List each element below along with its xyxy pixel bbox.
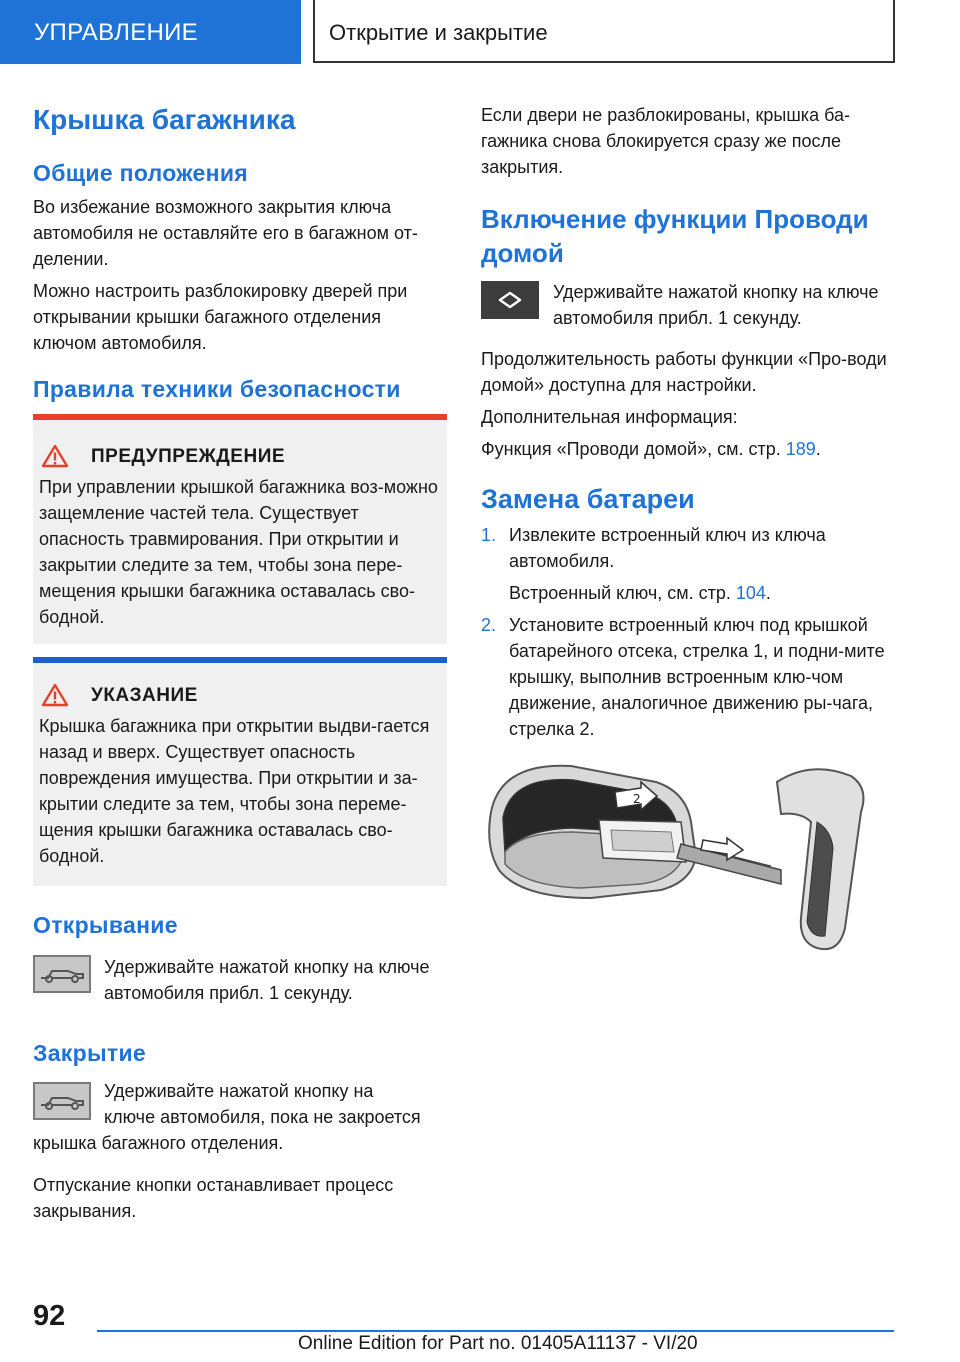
follow-me-paragraph-2: Продолжительность работы функции «Про-води домой» доступна для настройки. [481,349,887,395]
footer-edition: Online Edition for Part no. 01405A11137 - VI/20 [298,1333,698,1354]
notice-title: УКАЗАНИЕ [91,685,198,706]
follow-me-text: Удерживайте нажатой кнопку на ключе автомобиля прибл. 1 секунду. [553,282,879,328]
page-link-104[interactable]: 104 [735,583,766,603]
general-paragraph-1: Во избежание возможного закрытия ключа автомобиля не оставляйте его в багажном от-делении. [33,197,418,269]
page-link-189[interactable]: 189 [785,439,816,459]
opening-heading: Открывание [33,912,178,938]
warning-triangle-icon [41,444,69,473]
safety-heading: Правила техники безопасности [33,376,401,402]
closing-text-line-1: Удерживайте нажатой кнопку на [104,1081,374,1101]
step-1-subtext: Встроенный ключ, см. стр. 104. [509,583,771,603]
warning-text: При управлении крышкой багажника воз-можно защемление частей тела. Существует опасность травмирования. При открытии и закрытии следите за тем, чтобы зона пере-мещения крышки багажника оставалась сво-бодной. [39,477,438,627]
chapter-tab [313,0,895,63]
closing-paragraph-2: Отпускание кнопки останавливает процесс закрывания. [33,1175,394,1221]
notice-bar [33,657,447,663]
step-1-text: Извлеките встроенный ключ из ключа автомобиля. [509,525,826,571]
page-title: Крышка багажника [33,104,296,135]
page-number: 92 [33,1300,66,1332]
follow-me-paragraph-3: Дополнительная информация: [481,407,738,427]
footer-rule [97,1330,894,1332]
general-heading: Общие положения [33,160,248,186]
notice-box [33,657,447,886]
section-title: УПРАВЛЕНИЕ [34,19,198,46]
follow-me-button-icon [481,281,539,319]
follow-me-paragraph-4: Функция «Проводи домой», см. стр. 189. [481,439,821,459]
key-fob-illustration [481,752,881,972]
general-paragraph-2: Можно настроить разблокировку дверей при открывании крышки багажного отделения ключом автомобиля. [33,281,408,353]
closing-heading: Закрытие [33,1040,146,1066]
battery-heading: Замена батареи [481,484,695,514]
intro-paragraph: Если двери не разблокированы, крышка ба-гажника снова блокируется сразу же после закрытия. [481,105,850,177]
step-1-number: 1. [481,525,497,545]
header-divider [299,0,301,64]
notice-triangle-icon [41,683,69,712]
trunk-close-button-icon [33,1082,91,1120]
opening-text: Удерживайте нажатой кнопку на ключе автомобиля прибл. 1 секунду. [104,957,430,1003]
closing-text-line-2: ключе автомобиля, пока не закроется [104,1107,421,1127]
warning-box [33,414,447,644]
warning-title: ПРЕДУПРЕЖДЕНИЕ [91,446,286,467]
svg-text:2: 2 [633,792,641,806]
chapter-title: Открытие и закрытие [329,20,548,45]
notice-text: Крышка багажника при открытии выдви-гается назад и вверх. Существует опасность повреждения имущества. При открытии и за-крытии следите за тем, чтобы зона переме-щения крышки багажника оставалась сво-бодной. [39,716,430,866]
warning-bar [33,414,447,420]
closing-text-line-3: крышка багажного отделения. [33,1133,284,1153]
follow-me-heading: Включение функции Проводи домой [481,204,869,268]
section-tab [0,0,299,64]
step-2-number: 2. [481,615,497,635]
step-2-text: Установите встроенный ключ под крышкой батарейного отсека, стрелка 1, и подни-мите крышку, выполнив встроенным клю-чом движение, аналогичное движению ры-чага, стрелка 2. [509,615,885,739]
trunk-button-icon [33,955,91,993]
